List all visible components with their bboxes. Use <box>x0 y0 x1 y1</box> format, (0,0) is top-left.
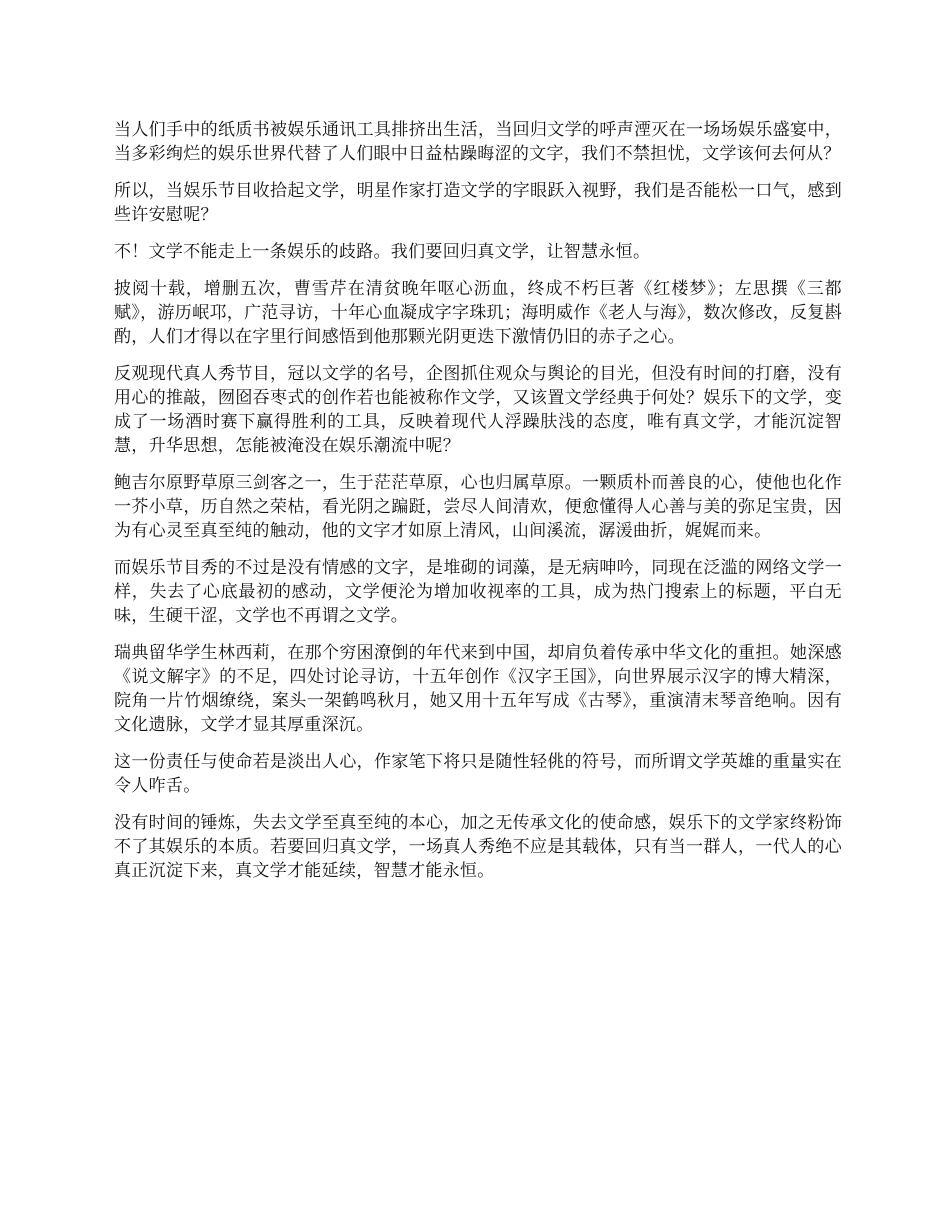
essay-body <box>114 118 842 896</box>
paragraph-9: 这一份责任与使命若是淡出人心，作家笔下将只是随性轻佻的符号，而所谓文学英雄的重量实在令人咋舌。 <box>114 752 842 796</box>
paragraph-4: 披阅十载，增删五次，曹雪芹在清贫晚年呕心沥血，终成不朽巨著《红楼梦》；左思撰《三都赋》，游历岷邛，广范寻访，十年心血凝成字字珠玑；海明威作《老人与海》，数次修改，反复斟酌，人们才得以在字里行间感悟到他那颗光阴更迭下激情仍旧的赤子之心。 <box>114 279 842 347</box>
paragraph-7: 而娱乐节目秀的不过是没有情感的文字，是堆砌的词藻，是无病呻吟，同现在泛滥的网络文学一样，失去了心底最初的感动，文学便沦为增加收视率的工具，成为热门搜索上的标题，平白无味，生硬干涩，文学也不再谓之文学。 <box>114 558 842 626</box>
paragraph-6: 鲍吉尔原野草原三剑客之一，生于茫茫草原，心也归属草原。一颗质朴而善良的心，使他也化作一芥小草，历自然之荣枯，看光阴之蹁跹，尝尽人间清欢，便愈懂得人心善与美的弥足宝贵，因为有心灵至真至纯的触动，他的文字才如原上清风，山间溪流，潺湲曲折，娓娓而来。 <box>114 473 842 541</box>
paragraph-2: 所以，当娱乐节目收拾起文学，明星作家打造文学的字眼跃入视野，我们是否能松一口气，感到些许安慰呢？ <box>114 181 842 225</box>
paragraph-8: 瑞典留华学生林西莉，在那个穷困潦倒的年代来到中国，却肩负着传承中华文化的重担。她深感《说文解字》的不足，四处讨论寻访，十五年创作《汉字王国》，向世界展示汉字的博大精深，院角一片竹烟缭绕，案头一架鹤鸣秋月，她又用十五年写成《古琴》，重演清末琴音绝响。因有文化遗脉，文学才显其厚重深沉。 <box>114 643 842 735</box>
paragraph-5: 反观现代真人秀节目，冠以文学的名号，企图抓住观众与舆论的目光，但没有时间的打磨，没有用心的推敲，囫囵吞枣式的创作若也能被称作文学，又该置文学经典于何处？娱乐下的文学，变成了一场酒时赛下赢得胜利的工具，反映着现代人浮躁肤浅的态度，唯有真文学，才能沉淀智慧，升华思想，怎能被淹没在娱乐潮流中呢？ <box>114 364 842 456</box>
paragraph-1: 当人们手中的纸质书被娱乐通讯工具排挤出生活，当回归文学的呼声湮灭在一场场娱乐盛宴中，当多彩绚烂的娱乐世界代替了人们眼中日益枯躁晦涩的文字，我们不禁担忧，文学该何去何从？ <box>114 120 842 164</box>
paragraph-3: 不！文学不能走上一条娱乐的歧路。我们要回归真文学，让智慧永恒。 <box>114 242 651 262</box>
paragraph-10: 没有时间的锤炼，失去文学至真至纯的本心，加之无传承文化的使命感，娱乐下的文学家终粉饰不了其娱乐的本质。若要回归真文学，一场真人秀绝不应是其载体，只有当一群人，一代人的心真正沉淀下来，真文学才能延续，智慧才能永恒。 <box>114 813 842 881</box>
